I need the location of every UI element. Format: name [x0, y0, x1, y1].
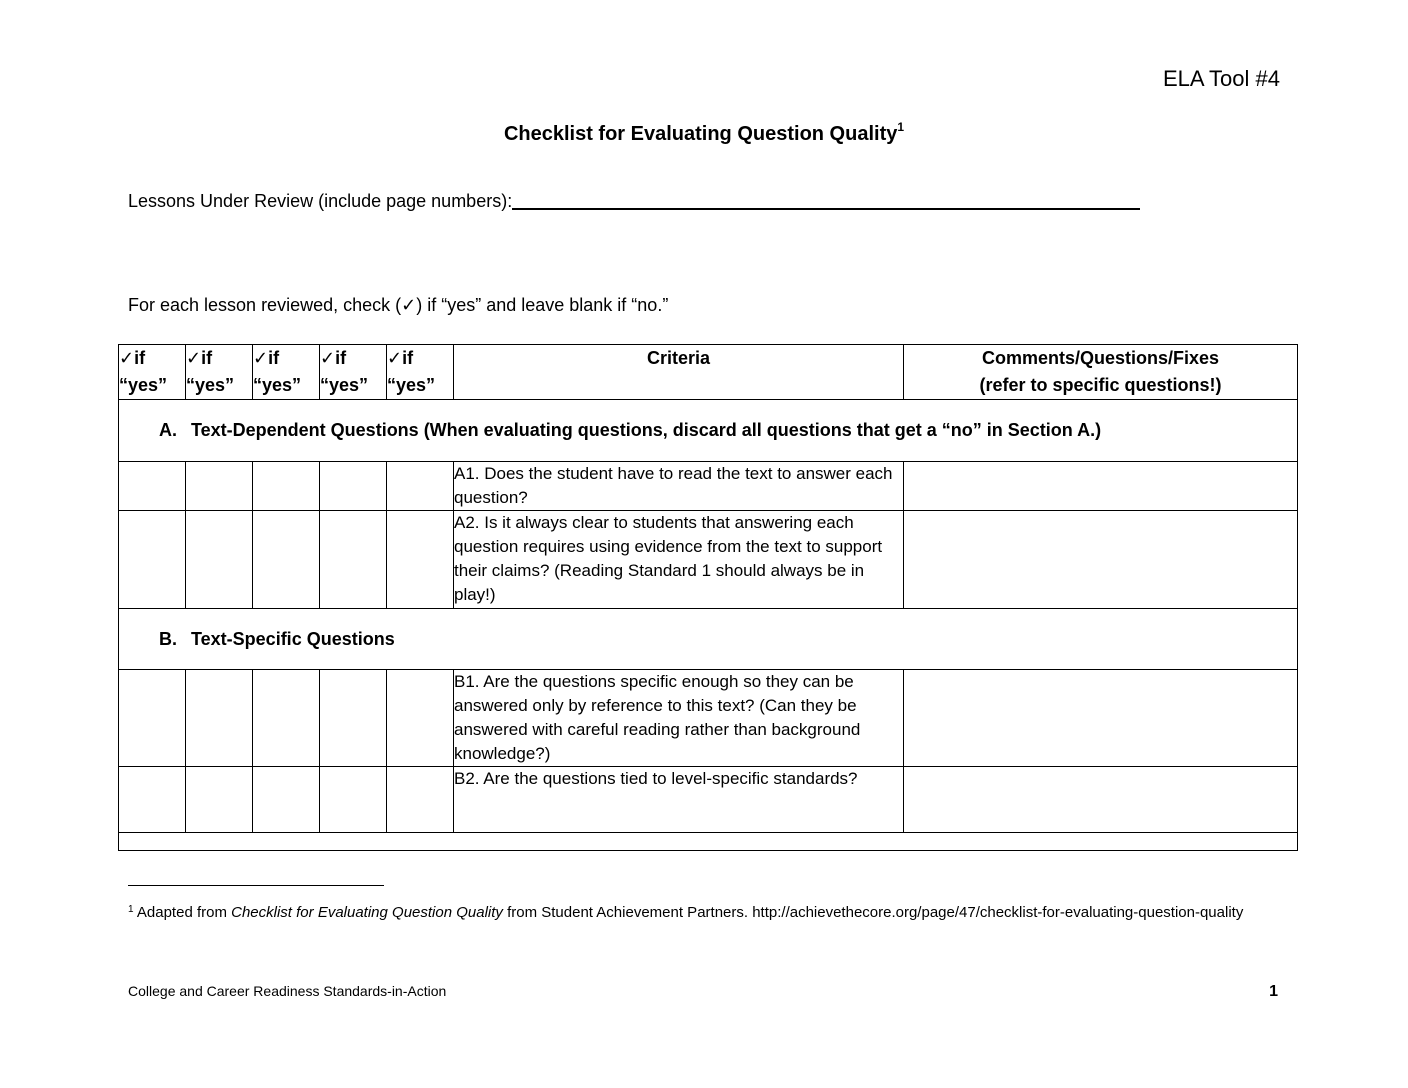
title-footnote-ref[interactable]: 1 — [897, 120, 905, 134]
comments-cell[interactable] — [904, 767, 1298, 833]
check-header-line1: ✓if — [387, 348, 414, 368]
check-column-header — [387, 345, 454, 400]
check-cell[interactable] — [387, 767, 454, 833]
check-cell[interactable] — [253, 511, 320, 609]
footnote-separator — [128, 885, 384, 886]
criteria-column-header: Criteria — [454, 345, 904, 400]
criteria-text: B1. Are the questions specific enough so they can be answered only by reference to this text? (Can they be answered with careful reading rather than background knowledge?) — [454, 670, 904, 767]
check-header-line1: ✓if — [119, 348, 146, 368]
check-header-line1: ✓if — [320, 348, 347, 368]
check-cell[interactable] — [119, 670, 186, 767]
check-column-header — [119, 345, 186, 400]
check-cell[interactable] — [119, 767, 186, 833]
comments-cell[interactable] — [904, 511, 1298, 609]
empty-end-cell — [119, 833, 1298, 851]
footnote-number: 1 — [128, 904, 134, 915]
comments-header-line2: (refer to specific questions!) — [979, 375, 1222, 395]
check-header-line2: “yes” — [387, 375, 436, 395]
checklist-table — [118, 344, 1298, 851]
check-header-line1: ✓if — [253, 348, 280, 368]
section-a-heading — [119, 400, 1298, 462]
criteria-row-a1 — [119, 462, 1298, 511]
check-cell[interactable] — [387, 462, 454, 511]
footnote-source-link[interactable]: from Student Achievement Partners. http://achievethecore.org/page/47/checklist-for-evaluating-question-quality — [502, 904, 1244, 921]
check-column-header — [320, 345, 387, 400]
section-title: Text-Specific Questions — [191, 628, 395, 649]
check-header-line2: “yes” — [186, 375, 235, 395]
check-cell[interactable] — [186, 462, 253, 511]
footnote-prefix: Adapted from — [133, 904, 232, 921]
check-cell[interactable] — [186, 767, 253, 833]
check-cell[interactable] — [253, 767, 320, 833]
check-cell[interactable] — [387, 670, 454, 767]
check-cell[interactable] — [320, 462, 387, 511]
check-cell[interactable] — [119, 511, 186, 609]
check-header-line2: “yes” — [253, 375, 302, 395]
document-title — [0, 120, 1408, 146]
check-cell[interactable] — [186, 670, 253, 767]
check-cell[interactable] — [253, 670, 320, 767]
check-header-line2: “yes” — [119, 375, 168, 395]
section-letter: A. — [159, 420, 177, 440]
criteria-row-b2 — [119, 767, 1298, 833]
comments-cell[interactable] — [904, 462, 1298, 511]
section-letter: B. — [159, 628, 177, 649]
section-a-row — [119, 400, 1298, 462]
check-cell[interactable] — [253, 462, 320, 511]
section-b-heading — [119, 609, 1298, 670]
table-header-row — [119, 345, 1298, 400]
check-column-header — [186, 345, 253, 400]
lessons-under-review — [128, 190, 1140, 212]
table-end-row — [119, 833, 1298, 851]
check-cell[interactable] — [119, 462, 186, 511]
document-title-text: Checklist for Evaluating Question Quality — [503, 123, 898, 145]
check-cell[interactable] — [320, 670, 387, 767]
check-cell[interactable] — [387, 511, 454, 609]
check-header-line1: ✓if — [186, 348, 213, 368]
comments-cell[interactable] — [904, 670, 1298, 767]
section-title: Text-Dependent Questions (When evaluating questions, discard all questions that get a “no” in Section A.) — [191, 420, 1102, 440]
instruction-text: For each lesson reviewed, check (✓) if “yes” and leave blank if “no.” — [128, 295, 669, 315]
comments-column-header — [904, 345, 1298, 400]
criteria-row-b1 — [119, 670, 1298, 767]
lessons-field-input[interactable] — [512, 190, 1140, 210]
footnote — [128, 899, 1278, 924]
section-b-row — [119, 609, 1298, 670]
comments-header-line1: Comments/Questions/Fixes — [981, 348, 1220, 368]
footer-title: College and Career Readiness Standards-in-Action — [128, 983, 447, 999]
criteria-text: B2. Are the questions tied to level-specific standards? — [454, 767, 904, 833]
check-cell[interactable] — [320, 511, 387, 609]
criteria-text: A1. Does the student have to read the text to answer each question? — [454, 462, 904, 511]
criteria-row-a2 — [119, 511, 1298, 609]
footnote-source-title: Checklist for Evaluating Question Quality — [231, 904, 503, 921]
check-cell[interactable] — [320, 767, 387, 833]
check-header-line2: “yes” — [320, 375, 369, 395]
check-column-header — [253, 345, 320, 400]
lessons-field-label: Lessons Under Review (include page numbers): — [128, 191, 513, 211]
page-number: 1 — [1269, 983, 1278, 1000]
criteria-text: A2. Is it always clear to students that answering each question requires using evidence from the text to support their claims? (Reading Standard 1 should always be in play!) — [454, 511, 904, 609]
check-cell[interactable] — [186, 511, 253, 609]
tool-label: ELA Tool #4 — [1162, 66, 1280, 91]
